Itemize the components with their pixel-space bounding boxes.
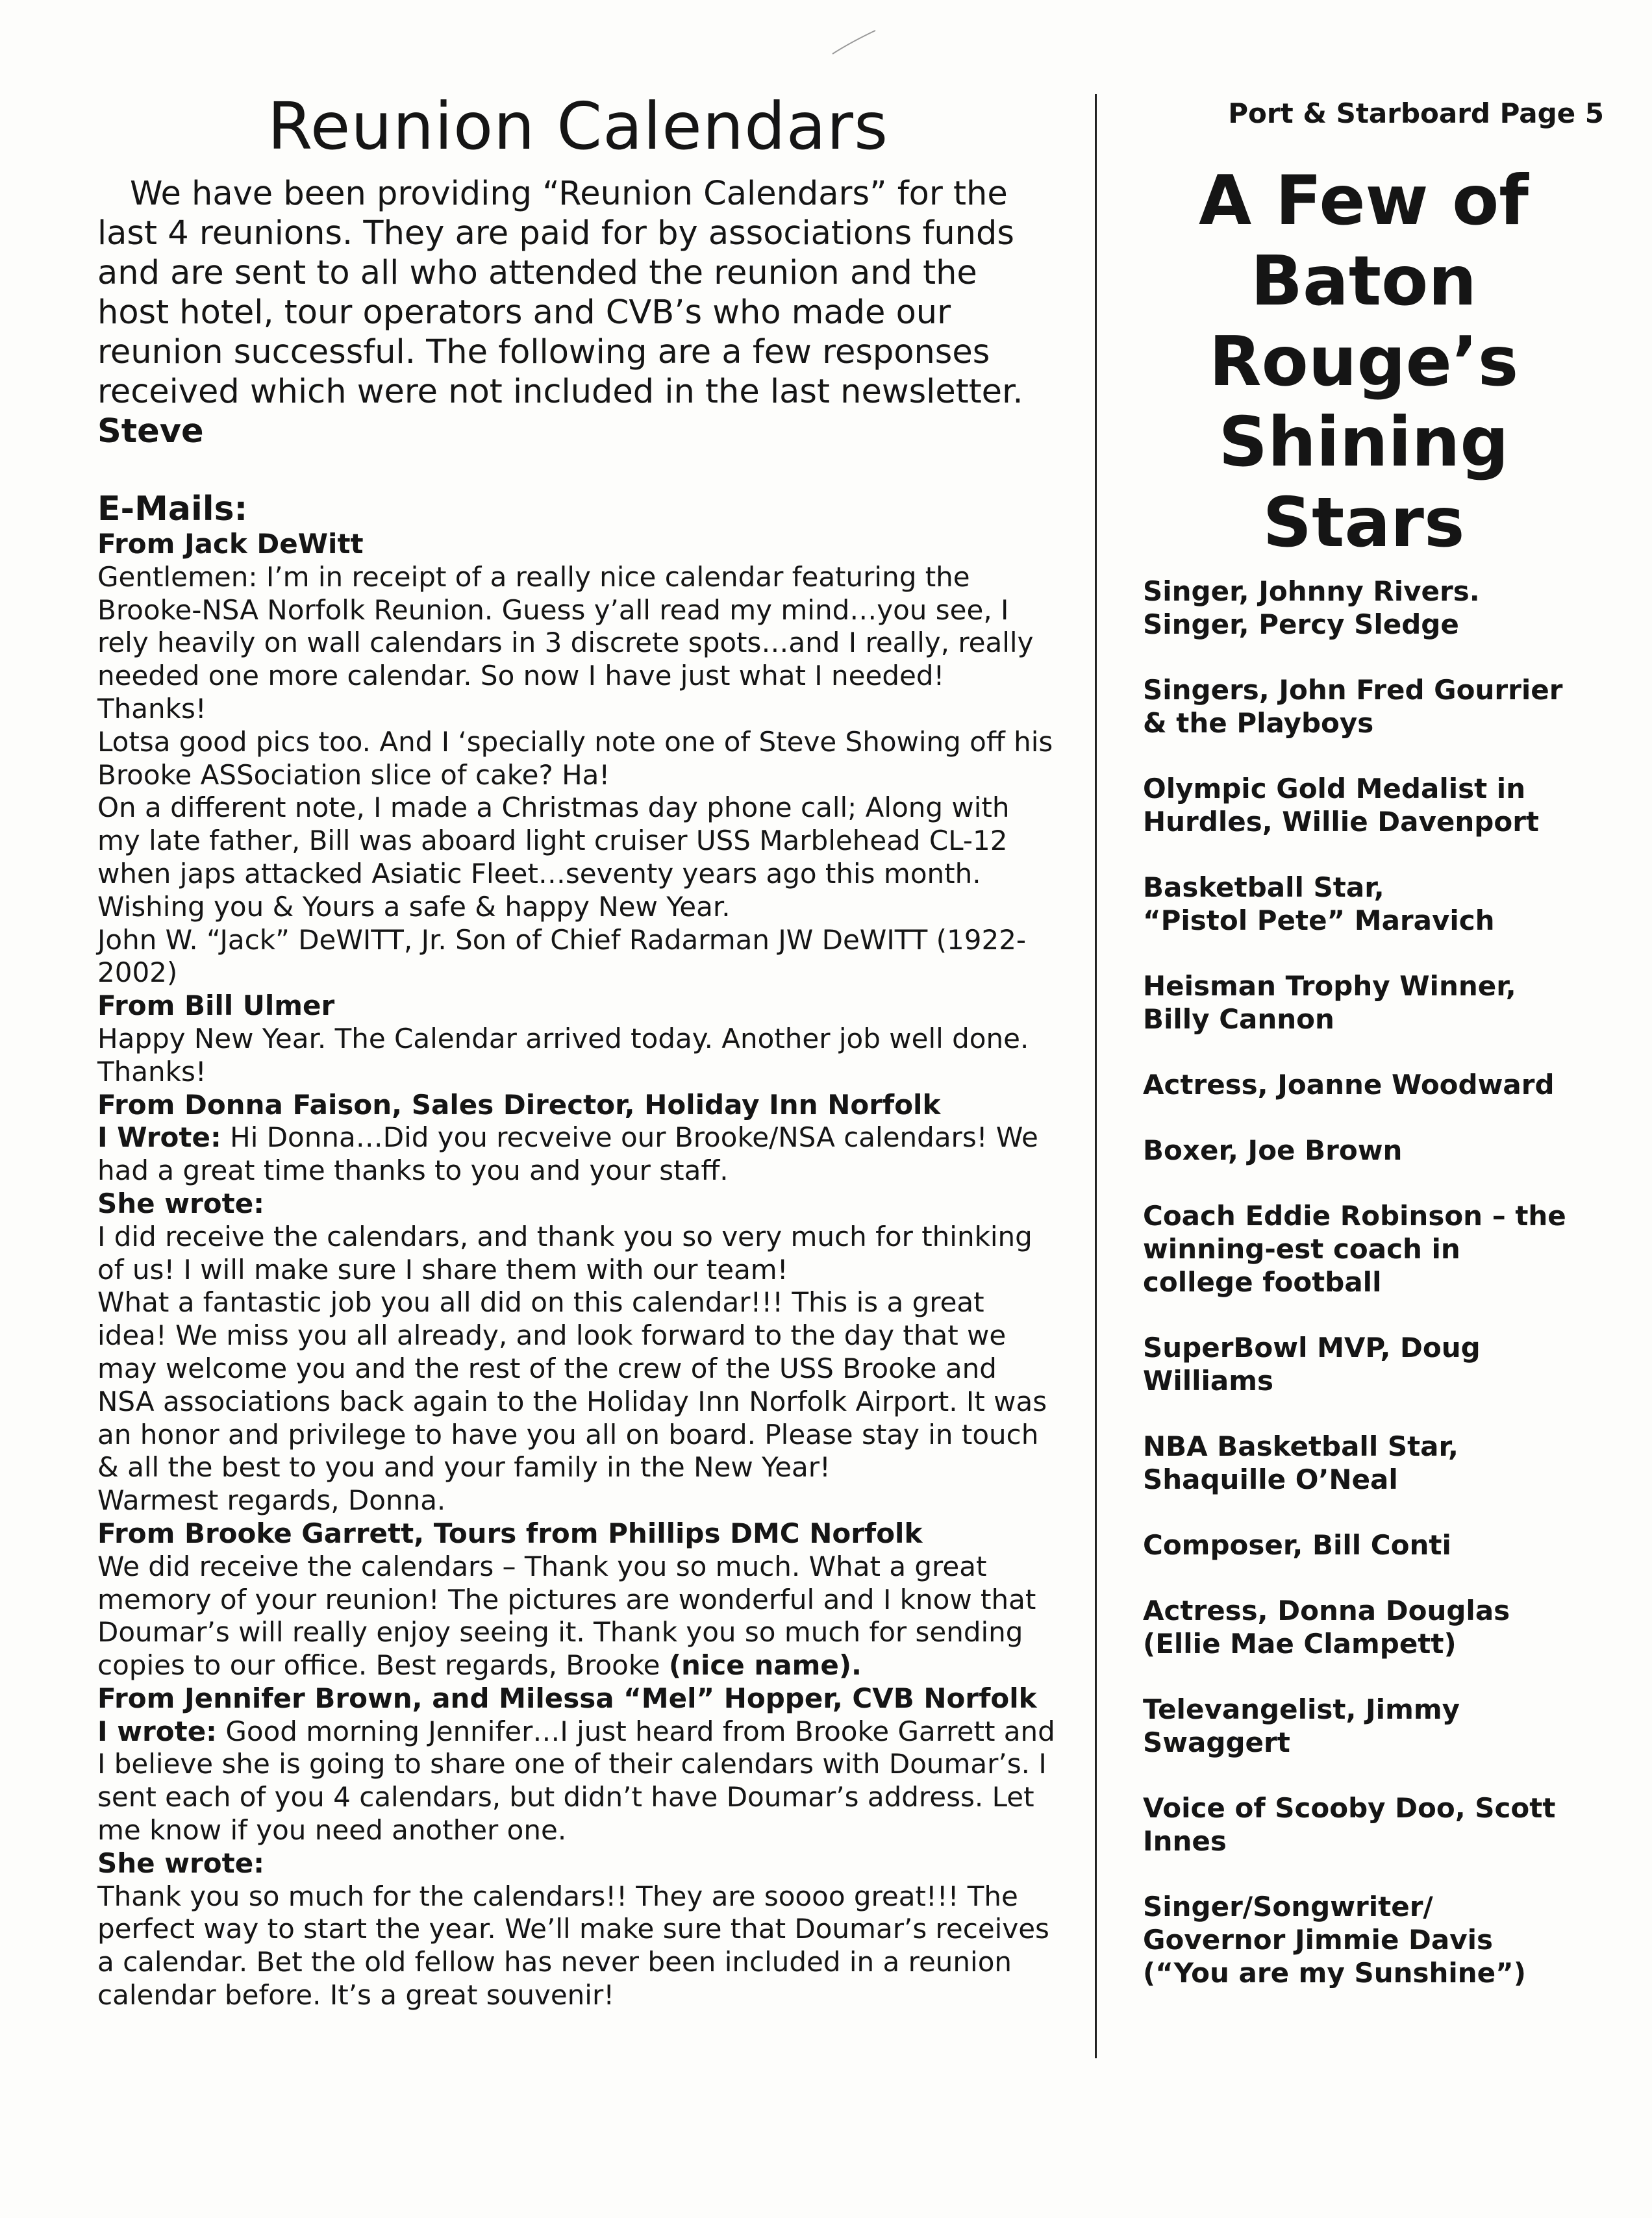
email-text: Lotsa good pics too. And I ‘specially note one of Steve Showing off his Brooke ASSociation slice of cake? Ha! (97, 725, 1053, 791)
intro-paragraph (97, 174, 1058, 451)
email-text (97, 1715, 1058, 1847)
list-item-line: Williams (1143, 1365, 1274, 1397)
list-item-line: Olympic Gold Medalist in (1143, 773, 1526, 804)
list-item-line: Singer/Songwriter/ (1143, 1891, 1433, 1923)
email-text: On a different note, I made a Christmas day phone call; Along with my late father, Bill was aboard light cruiser USS Marblehead CL-12 when japs attacked Asiatic Fleet…seventy years ago this month. (97, 791, 1010, 890)
intro-text: We have been providing “Reunion Calendars” for the last 4 reunions. They are paid for by associations funds and are sent to all who attended the reunion and the host hotel, tour operators and CVB’s who made our reunion successful. The following are a few responses received which were not included in the last newsletter. (97, 175, 1023, 411)
i-wrote-label: I Wrote: (97, 1121, 221, 1154)
message-text: We did receive the calendars – Thank you so much. What a great memory of your reunion! The pictures are wonderful and I know that Doumar’s will really enjoy seeing it. Thank you so much for sending copies to our office. Best regards, Brooke (97, 1550, 1036, 1682)
list-item (1143, 969, 1610, 1036)
list-item-line: Coach Eddie Robinson – the (1143, 1200, 1566, 1232)
list-item (1143, 1199, 1610, 1299)
article-title: Reunion Calendars (267, 88, 889, 164)
email-text (97, 1551, 1058, 1682)
message-text: Good morning Jennifer…I just heard from Brooke Garrett and I believe she is going to share one of their calendars with Doumar’s. I sent each of you 4 calendars, but didn’t have Doumar’s address. Let me know if you need another one. (97, 1715, 1055, 1847)
list-item (1143, 1594, 1610, 1660)
message-text: Hi Donna…Did you recveive our Brooke/NSA calendars! We had a great time thanks to you and your staff. (97, 1121, 1038, 1187)
email-text: I did receive the calendars, and thank you so very much for thinking of us! I will make sure I share them with our team! (97, 1220, 1032, 1286)
title-line: Baton (1251, 242, 1477, 321)
emails-heading: E-Mails: (97, 490, 248, 529)
sidebar-column (1143, 97, 1610, 2022)
list-item-line: Singer, Johnny Rivers. (1143, 575, 1480, 607)
list-item (1143, 1693, 1610, 1759)
list-item (1143, 575, 1610, 641)
list-item-line: Voice of Scooby Doo, Scott (1143, 1792, 1556, 1824)
list-item-line: Hurdles, Willie Davenport (1143, 806, 1539, 838)
i-wrote-label: I wrote: (97, 1715, 217, 1747)
article-column (97, 88, 1058, 2012)
list-item-line: & the Playboys (1143, 707, 1374, 739)
list-item-line: Innes (1143, 1825, 1227, 1857)
list-item-line: “Pistol Pete” Maravich (1143, 904, 1495, 936)
list-item-line: SuperBowl MVP, Doug (1143, 1332, 1481, 1364)
pen-mark (831, 29, 877, 55)
sender-heading: From Bill Ulmer (97, 990, 335, 1022)
title-line: Stars (1262, 483, 1465, 562)
list-item (1143, 1430, 1610, 1496)
email-text: Wishing you & Yours a safe & happy New Year. (97, 890, 731, 923)
page-label: Port & Starboard Page 5 (1228, 97, 1604, 129)
list-item (1143, 1331, 1610, 1397)
list-item-line: (“You are my Sunshine”) (1143, 1957, 1526, 1989)
list-item (1143, 871, 1610, 937)
list-item (1143, 1528, 1610, 1562)
email-text: What a fantastic job you all did on this calendar!!! This is a great idea! We miss you all already, and look forward to the day that we may welcome you and the rest of the crew of the USS Brooke and NSA associations back again to the Holiday Inn Norfolk Airport. It was an honor and privilege to have you all on board. Please stay in touch & all the best to you and your family in the New Year! (97, 1286, 1047, 1484)
list-item-line: Heisman Trophy Winner, (1143, 970, 1516, 1002)
email-text: Gentlemen: I’m in receipt of a really nice calendar featuring the Brooke-NSA Norfolk Reunion. Guess y’all read my mind…you see, I rely heavily on wall calendars in 3 discrete spots…and I really, really needed one more calendar. So now I have just what I needed! Thanks! (97, 560, 1034, 725)
she-wrote-label: She wrote: (97, 1847, 264, 1879)
list-item-line: Actress, Joanne Woodward (1143, 1069, 1555, 1101)
sender-heading: From Donna Faison, Sales Director, Holiday Inn Norfolk (97, 1088, 941, 1121)
list-item-line: Singers, John Fred Gourrier (1143, 674, 1563, 706)
note-text: (nice name). (668, 1649, 862, 1682)
list-item-line: (Ellie Mae Clampett) (1143, 1628, 1457, 1660)
list-item-line: Actress, Donna Douglas (1143, 1595, 1510, 1626)
column-divider (1095, 94, 1097, 2058)
list-item (1143, 1068, 1610, 1101)
signature: Steve (97, 412, 204, 451)
stars-list (1143, 575, 1610, 1989)
list-item (1143, 1791, 1610, 1858)
sender-heading: From Jennifer Brown, and Milessa “Mel” Hopper, CVB Norfolk (97, 1682, 1037, 1714)
list-item-line: NBA Basketball Star, (1143, 1430, 1458, 1462)
list-item-line: Televangelist, Jimmy (1143, 1693, 1460, 1725)
sidebar-title (1143, 160, 1610, 563)
list-item (1143, 772, 1610, 838)
title-line: A Few of (1199, 161, 1529, 240)
title-line: Rouge’s (1208, 322, 1519, 401)
list-item (1143, 673, 1610, 740)
title-line: Shining (1218, 403, 1509, 482)
list-item-line: Boxer, Joe Brown (1143, 1134, 1403, 1166)
list-item-line: Basketball Star, (1143, 871, 1384, 903)
email-text: John W. “Jack” DeWITT, Jr. Son of Chief Radarman JW DeWITT (1922-2002) (97, 923, 1027, 989)
email-text: Warmest regards, Donna. (97, 1484, 446, 1517)
list-item-line: Governor Jimmie Davis (1143, 1924, 1494, 1956)
email-text: Thank you so much for the calendars!! They are soooo great!!! The perfect way to start the year. We’ll make sure that Doumar’s receives a calendar. Bet the old fellow has never been included in a reunion calendar before. It’s a great souvenir! (97, 1880, 1049, 2012)
emails-body (97, 528, 1058, 2012)
list-item-line: Singer, Percy Sledge (1143, 608, 1459, 640)
list-item (1143, 1890, 1610, 1989)
list-item-line: Composer, Bill Conti (1143, 1529, 1451, 1561)
email-text (97, 1121, 1058, 1188)
sender-heading: From Brooke Garrett, Tours from Phillips DMC Norfolk (97, 1517, 923, 1549)
list-item-line: Swaggert (1143, 1726, 1290, 1758)
she-wrote-label: She wrote: (97, 1187, 264, 1219)
list-item-line: Shaquille O’Neal (1143, 1464, 1398, 1495)
sender-heading: From Jack DeWitt (97, 528, 364, 560)
list-item-line: college football (1143, 1266, 1382, 1298)
email-text: Happy New Year. The Calendar arrived today. Another job well done. Thanks! (97, 1022, 1029, 1088)
list-item (1143, 1134, 1610, 1167)
list-item-line: winning-est coach in (1143, 1233, 1460, 1265)
list-item-line: Billy Cannon (1143, 1003, 1334, 1035)
